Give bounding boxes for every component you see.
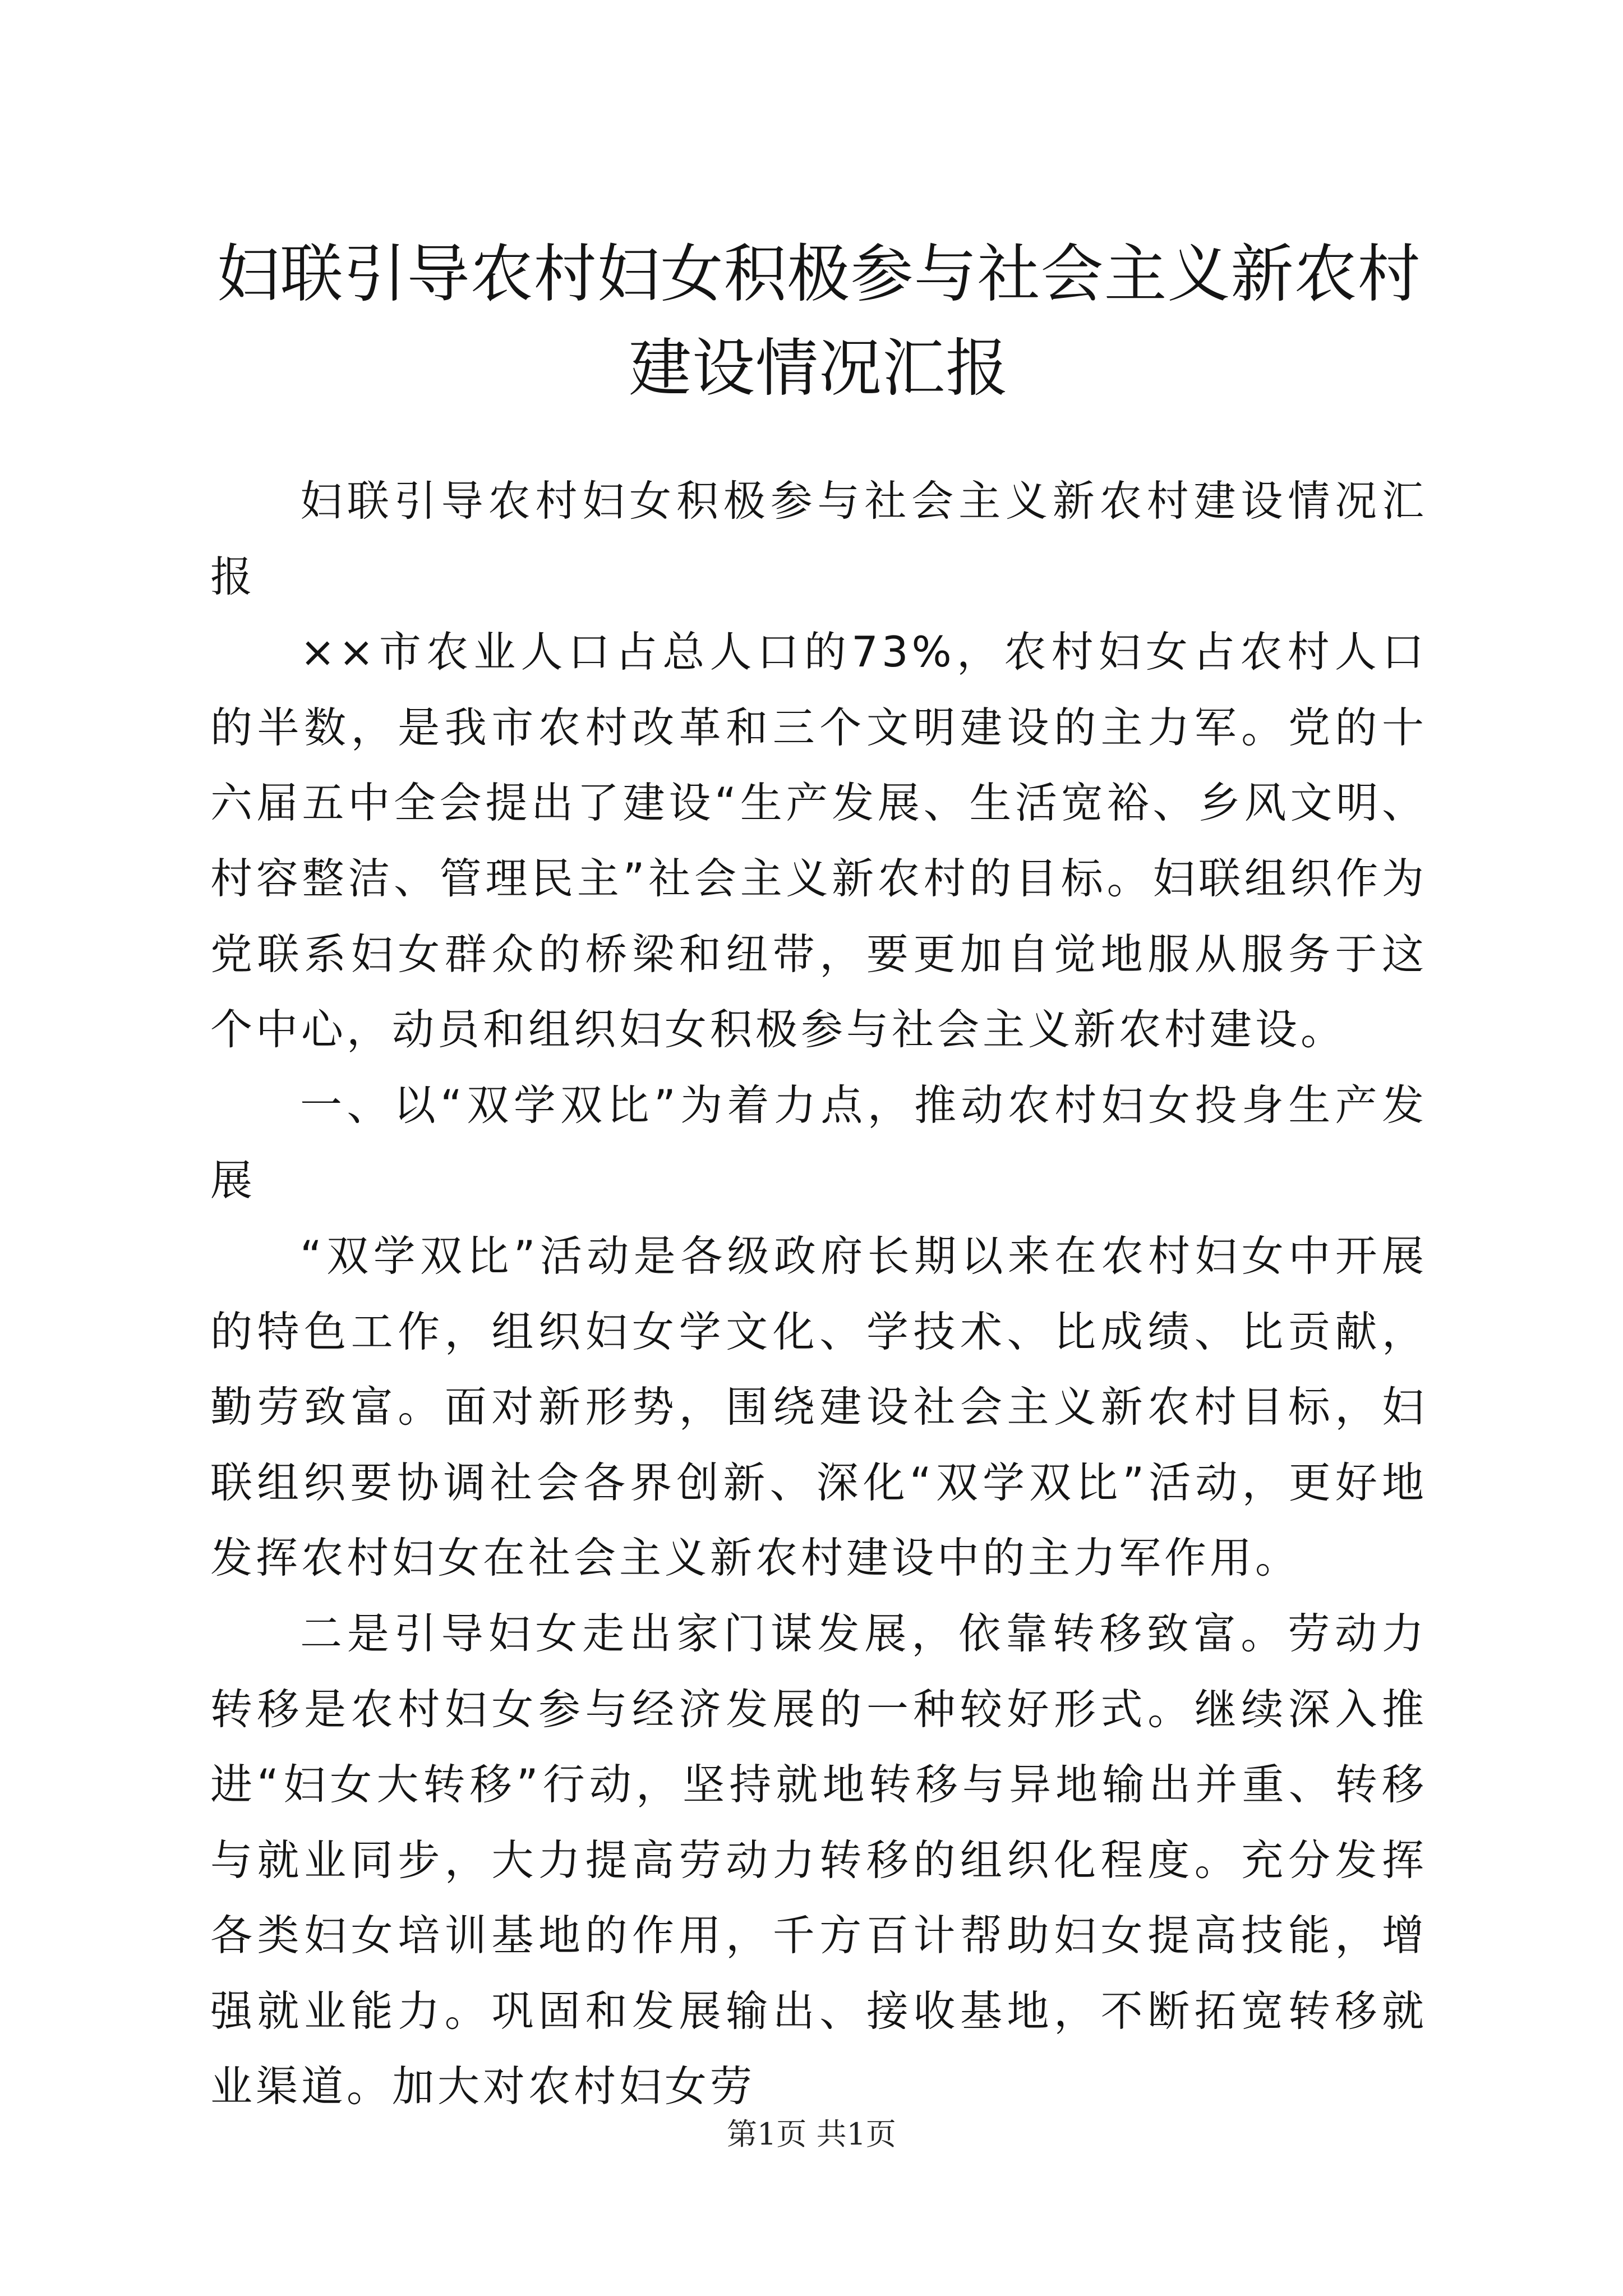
section-heading-one: 一、以“双学双比”为着力点，推动农村妇女投身生产发展 [210,1080,1427,1205]
document-title: 妇联引导农村妇女积极参与社会主义新农村建设情况汇报 [216,238,1421,405]
paragraph-shuangxue-shuangbi: “双学双比”活动是各级政府长期以来在农村妇女中开展的特色工作，组织妇女学文化、学技术、比成绩、比贡献，勤劳致富。面对新形势，围绕建设社会主义新农村目标，妇联组织要协调社会各界创新、深化“双学双比”活动，更好地发挥农村妇女在社会主义新农村建设中的主力军作用。 [210,1231,1427,1583]
paragraph-heading-repeat: 妇联引导农村妇女积极参与社会主义新农村建设情况汇报 [210,476,1427,601]
document-body [210,463,1427,2124]
paragraph-labor-transfer: 二是引导妇女走出家门谋发展，依靠转移致富。劳动力转移是农村妇女参与经济发展的一种较好形式。继续深入推进“妇女大转移”行动，坚持就地转移与异地输出并重、转移与就业同步，大力提高劳动力转移的组织化程度。充分发挥各类妇女培训基地的作用，千方百计帮助妇女提高技能，增强就业能力。巩固和发展输出、接收基地，不断拓宽转移就业渠道。加大对农村妇女劳 [210,1608,1427,2111]
page-footer: 第1页 共1页 [727,2116,896,2152]
paragraph-intro: ××市农业人口占总人口的73%，农村妇女占农村人口的半数，是我市农村改革和三个文明建设的主力军。党的十六届五中全会提出了建设“生产发展、生活宽裕、乡风文明、村容整洁、管理民主”社会主义新农村的目标。妇联组织作为党联系妇女群众的桥梁和纽带，要更加自觉地服从服务于这个中心，动员和组织妇女积极参与社会主义新农村建设。 [210,627,1427,1055]
